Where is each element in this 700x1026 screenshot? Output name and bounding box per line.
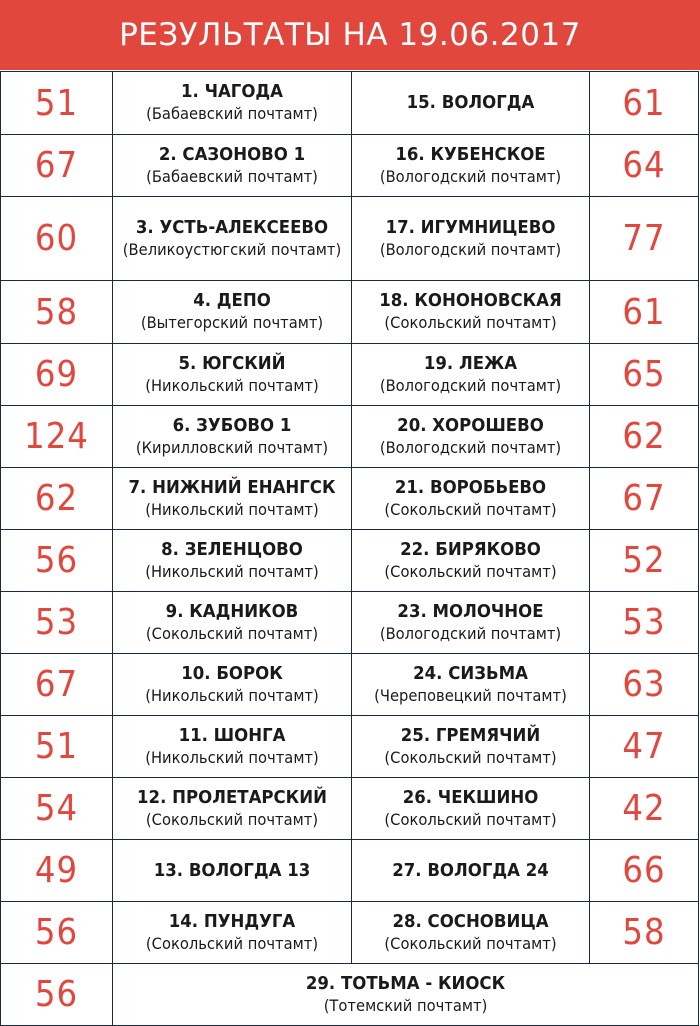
post-office: (Никольский почтамт) bbox=[145, 499, 319, 519]
location-cell bbox=[352, 135, 590, 197]
location-cell bbox=[113, 406, 352, 468]
post-office: (Никольский почтамт) bbox=[145, 375, 319, 395]
post-office: (Сокольский почтамт) bbox=[384, 809, 557, 829]
location-cell bbox=[352, 716, 590, 778]
table-row bbox=[1, 344, 699, 406]
table-row bbox=[1, 902, 699, 964]
score-cell: 54 bbox=[1, 778, 113, 840]
score-cell: 67 bbox=[590, 468, 699, 530]
score-cell: 58 bbox=[590, 902, 699, 964]
table-row bbox=[1, 197, 699, 281]
post-office: (Вологодский почтамт) bbox=[379, 437, 562, 457]
location-name: 3. УСТЬ-АЛЕКСЕЕВО bbox=[135, 216, 329, 238]
location-cell bbox=[352, 840, 590, 902]
location-cell bbox=[352, 654, 590, 716]
location-cell bbox=[113, 468, 352, 530]
location-name: 28. СОСНОВИЦА bbox=[392, 910, 549, 932]
location-name: 21. ВОРОБЬЕВО bbox=[394, 476, 547, 498]
post-office: (Бабаевский почтамт) bbox=[146, 104, 318, 123]
score-cell: 42 bbox=[590, 778, 699, 840]
table-row bbox=[1, 135, 699, 197]
score-cell: 60 bbox=[1, 197, 113, 281]
location-cell bbox=[113, 840, 352, 902]
location-name: 1. ЧАГОДА bbox=[181, 81, 283, 102]
location-cell bbox=[352, 468, 590, 530]
post-office: (Никольский почтамт) bbox=[145, 685, 319, 705]
table-row bbox=[1, 406, 699, 468]
post-office: (Вологодский почтамт) bbox=[379, 375, 562, 395]
location-name: 19. ЛЕЖА bbox=[423, 352, 518, 374]
score-cell: 61 bbox=[590, 72, 699, 135]
score-cell: 56 bbox=[1, 530, 113, 592]
post-office: (Сокольский почтамт) bbox=[384, 561, 557, 581]
score-cell: 61 bbox=[590, 281, 699, 344]
location-name: 17. ИГУМНИЦЕВО bbox=[385, 216, 556, 238]
location-name: 15. ВОЛОГДА bbox=[406, 92, 535, 113]
location-name: 11. ШОНГА bbox=[178, 724, 286, 746]
post-office: (Вологодский почтамт) bbox=[379, 623, 562, 643]
table-row bbox=[1, 840, 699, 902]
location-cell bbox=[113, 344, 352, 406]
location-name: 14. ПУНДУГА bbox=[168, 910, 296, 932]
location-name: 29. ТОТЬМА - КИОСК bbox=[305, 972, 506, 994]
table-row bbox=[1, 592, 699, 654]
score-cell: 62 bbox=[590, 406, 699, 468]
post-office: (Сокольский почтамт) bbox=[145, 933, 319, 953]
table-row bbox=[1, 716, 699, 778]
post-office: (Бабаевский почтамт) bbox=[146, 166, 318, 186]
results-table bbox=[0, 71, 699, 1026]
location-cell bbox=[352, 406, 590, 468]
location-cell bbox=[113, 964, 699, 1026]
post-office: (Сокольский почтамт) bbox=[145, 809, 319, 829]
location-name: 23. МОЛОЧНОЕ bbox=[397, 600, 544, 622]
table-row bbox=[1, 530, 699, 592]
location-cell bbox=[352, 530, 590, 592]
location-name: 8. ЗЕЛЕНЦОВО bbox=[161, 538, 303, 560]
table-row bbox=[1, 281, 699, 344]
score-cell: 51 bbox=[1, 716, 113, 778]
score-cell: 124 bbox=[1, 406, 113, 468]
location-cell bbox=[352, 72, 590, 135]
score-cell: 56 bbox=[1, 902, 113, 964]
score-cell: 65 bbox=[590, 344, 699, 406]
score-cell: 49 bbox=[1, 840, 113, 902]
score-cell: 77 bbox=[590, 197, 699, 281]
post-office: (Сокольский почтамт) bbox=[145, 623, 319, 643]
location-name: 6. ЗУБОВО 1 bbox=[172, 414, 292, 436]
location-cell bbox=[352, 281, 590, 344]
location-name: 20. ХОРОШЕВО bbox=[397, 414, 544, 436]
table-row bbox=[1, 468, 699, 530]
location-name: 27. ВОЛОГДА 24 bbox=[392, 859, 549, 881]
post-office: (Сокольский почтамт) bbox=[384, 933, 557, 953]
results-header bbox=[0, 0, 700, 70]
location-name: 5. ЮГСКИЙ bbox=[178, 352, 286, 374]
location-name: 22. БИРЯКОВО bbox=[400, 538, 541, 560]
post-office: (Вологодский почтамт) bbox=[379, 239, 562, 259]
score-cell: 58 bbox=[1, 281, 113, 344]
location-cell bbox=[352, 902, 590, 964]
score-cell: 67 bbox=[1, 654, 113, 716]
score-cell: 69 bbox=[1, 344, 113, 406]
post-office: (Никольский почтамт) bbox=[145, 747, 319, 767]
score-cell: 53 bbox=[1, 592, 113, 654]
post-office: (Сокольский почтамт) bbox=[384, 747, 557, 767]
location-name: 4. ДЕПО bbox=[193, 290, 271, 311]
location-cell bbox=[352, 592, 590, 654]
location-cell bbox=[113, 654, 352, 716]
table-row bbox=[1, 72, 699, 135]
post-office: (Череповецкий почтамт) bbox=[374, 685, 567, 705]
post-office: (Кирилловский почтамт) bbox=[135, 437, 329, 457]
score-cell: 52 bbox=[590, 530, 699, 592]
score-cell: 53 bbox=[590, 592, 699, 654]
post-office: (Сокольский почтамт) bbox=[384, 499, 557, 519]
location-name: 24. СИЗЬМА bbox=[413, 662, 528, 684]
post-office: (Вологодский почтамт) bbox=[379, 166, 562, 186]
post-office: (Тотемский почтамт) bbox=[323, 995, 488, 1015]
location-cell bbox=[113, 135, 352, 197]
location-cell bbox=[113, 197, 352, 281]
location-cell bbox=[113, 716, 352, 778]
post-office: (Никольский почтамт) bbox=[145, 561, 319, 581]
location-cell bbox=[352, 197, 590, 281]
location-name: 2. САЗОНОВО 1 bbox=[158, 143, 306, 165]
location-name: 9. КАДНИКОВ bbox=[165, 600, 299, 622]
location-name: 25. ГРЕМЯЧИЙ bbox=[400, 724, 541, 746]
post-office: (Великоустюгский почтамт) bbox=[122, 239, 342, 259]
post-office: (Сокольский почтамт) bbox=[384, 313, 557, 332]
location-cell bbox=[113, 778, 352, 840]
location-cell bbox=[352, 778, 590, 840]
location-name: 13. ВОЛОГДА 13 bbox=[153, 859, 311, 881]
score-cell: 66 bbox=[590, 840, 699, 902]
results-title: РЕЗУЛЬТАТЫ НА 19.06.2017 bbox=[119, 17, 581, 53]
location-name: 7. НИЖНИЙ ЕНАНГСК bbox=[128, 476, 336, 498]
location-name: 26. ЧЕКШИНО bbox=[402, 786, 539, 808]
table-row bbox=[1, 778, 699, 840]
location-cell bbox=[352, 344, 590, 406]
location-name: 10. БОРОК bbox=[181, 662, 283, 684]
score-cell: 51 bbox=[1, 72, 113, 135]
score-cell: 63 bbox=[590, 654, 699, 716]
location-cell bbox=[113, 902, 352, 964]
table-row bbox=[1, 654, 699, 716]
score-cell: 64 bbox=[590, 135, 699, 197]
location-cell bbox=[113, 592, 352, 654]
score-cell: 62 bbox=[1, 468, 113, 530]
location-name: 12. ПРОЛЕТАРСКИЙ bbox=[137, 786, 327, 808]
score-cell: 47 bbox=[590, 716, 699, 778]
location-name: 18. КОНОНОВСКАЯ bbox=[379, 290, 562, 311]
location-cell bbox=[113, 281, 352, 344]
location-cell bbox=[113, 530, 352, 592]
table-row bbox=[1, 964, 699, 1026]
location-name: 16. КУБЕНСКОЕ bbox=[395, 143, 546, 165]
post-office: (Вытегорский почтамт) bbox=[140, 313, 324, 332]
score-cell: 56 bbox=[1, 964, 113, 1026]
location-cell bbox=[113, 72, 352, 135]
score-cell: 67 bbox=[1, 135, 113, 197]
